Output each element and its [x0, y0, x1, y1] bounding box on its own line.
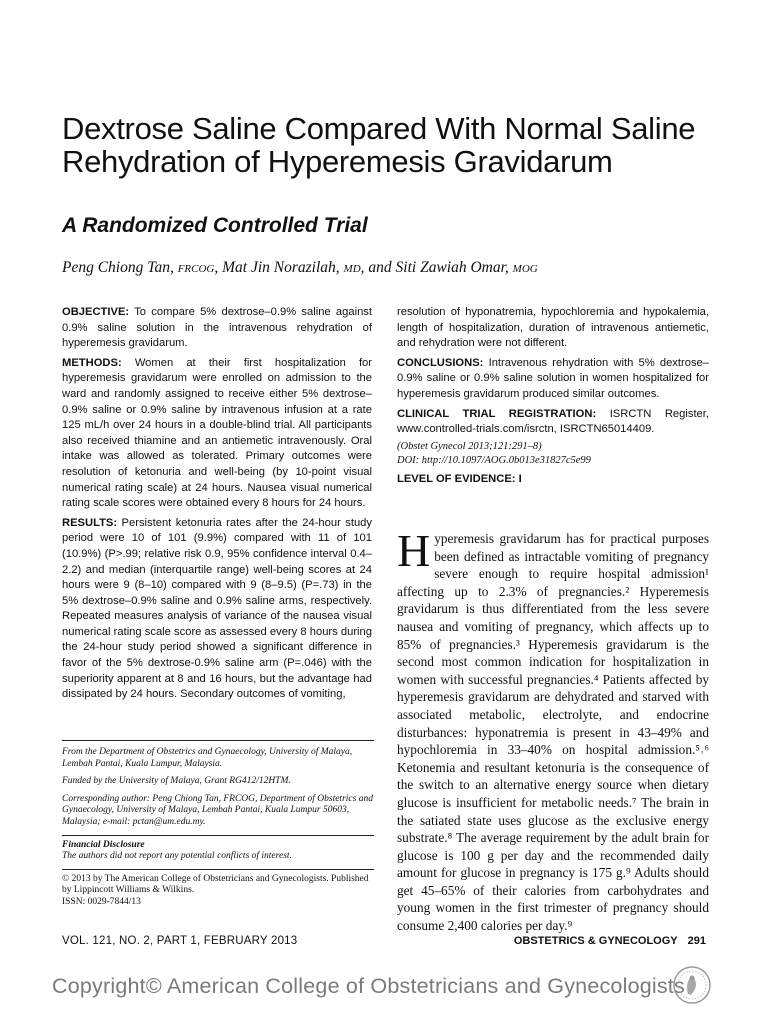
- level-of-evidence: LEVEL OF EVIDENCE: I: [397, 472, 522, 485]
- body-text: yperemesis gravidarum has for practical purposes been defined as intractable vomiting of pregnancy severe enough to require hospital admission¹ affecting up to 2.3% of pregnancies.² Hyperemesis gravidarum is thus differentiated from the less severe nausea and vomiting of pregnancy, which affects up to 85% of pregnancies.³ Hyperemesis gravidarum is the second most common indication for hospitalization in women with successful pregnancies.⁴ Patients affected by hyperemesis gravidarum are dehydrated and starved with associated metabolic, electrolyte, and endocrine disturbances: hyponatremia is present in 43–49% and hypochloremia in 33–40% on hospital admission.⁵˒⁶ Ketonemia and resultant ketonuria is the consequence of the switch to an alternative energy source when dietary glucose is insufficient for metabolic needs.⁷ The brain in the satiated state uses glucose as the exclusive energy substrate.⁸ The average requirement by the adult brain for glucose is 100 g per day and the recommended daily amount for glucose in pregnancy is 175 g.⁹ Adults should get 45–65% of their calories from carbohydrates and young women in the first trimester of pregnancy should consume 2,400 calories per day.⁹: [397, 531, 709, 934]
- article-subtitle: A Randomized Controlled Trial: [62, 214, 368, 237]
- abstract-right-column: [397, 305, 709, 487]
- article-title: Dextrose Saline Compared With Normal Saline Rehydration of Hyperemesis Gravidarum: [62, 111, 696, 179]
- author-3: , and Siti Zawiah Omar,: [360, 259, 513, 276]
- abstract-conclusions: [397, 356, 709, 403]
- doi: DOI: http://10.1097/AOG.0b013e31827c5e99: [397, 454, 591, 466]
- conclusions-text: Intravenous rehydration with 5% dextrose–0.9% saline or 0.9% saline solution in women hospitalized for hyperemesis gravidarum produced similar outcomes.: [397, 356, 709, 400]
- methods-label: METHODS:: [62, 356, 122, 369]
- volume-info: VOL. 121, NO. 2, PART 1, FEBRUARY 2013: [62, 935, 298, 947]
- footnote-copyright: © 2013 by The American College of Obstetricians and Gynecologists. Published by Lippincott Williams & Wilkins.: [62, 869, 374, 897]
- objective-label: OBJECTIVE:: [62, 306, 130, 318]
- registration-label: CLINICAL TRIAL REGISTRATION:: [397, 407, 597, 420]
- registration-text: ISRCTN Register, www.controlled-trials.com/isrctn, ISRCTN65014409.: [397, 407, 709, 436]
- abstract-results-continued: resolution of hyponatremia, hypochloremia and hypokalemia, length of hospitalization, duration of intravenous antiemetic, and rehydration were not different.: [397, 306, 709, 350]
- journal-name: OBSTETRICS & GYNECOLOGY: [513, 935, 678, 947]
- journal-footer: [514, 935, 706, 947]
- financial-disclosure-text: The authors did not report any potential conflicts of interest.: [62, 851, 292, 862]
- abstract-methods: [62, 356, 372, 512]
- citation: (Obstet Gynecol 2013;121:291–8): [397, 440, 542, 452]
- page-number: 291: [687, 935, 706, 947]
- financial-disclosure-heading: Financial Disclosure: [62, 835, 374, 852]
- objective-text: To compare 5% dextrose–0.9% saline against 0.9% saline solution in the intravenous rehydration of hyperemesis gravidarum.: [62, 306, 372, 350]
- copyright-watermark: Copyright© American College of Obstetricians and Gynecologists: [52, 974, 685, 998]
- results-text: Persistent ketonuria rates after the 24-hour study period were 10 of 101 (9.9%) compared with 11 of 101 (10.9%) (P>.99; relative risk 0.9, 95% confidence interval 0.4–2.2) and median (interquartile range) well-being scores at 24 hours were 9 (8–10) compared with 9 (8–9.5) (P=.73) in the 5% dextrose–0.9% saline and 0.9% saline arms, respectively. Repeated measures analysis of variance of the nausea visual numerical rating scale score as assessed every 8 hours during the 24-hour study period showed a significant difference in favor of the 5% dextrose-0.9% saline arm (P=.046) with the superiority apparent at 8 and 16 hours, but the advantage had dissipated by 24 hours. Secondary outcomes of vomiting,: [62, 516, 372, 701]
- author-1: Peng Chiong Tan,: [62, 259, 178, 276]
- results-label: RESULTS:: [62, 516, 118, 529]
- footnote-issn: ISSN: 0029-7844/13: [62, 896, 141, 907]
- abstract-objective: [62, 305, 372, 352]
- author-3-degree: MOG: [512, 263, 538, 275]
- acog-seal-icon: [672, 965, 712, 1005]
- author-1-degree: FRCOG: [177, 263, 215, 275]
- footnote-funding: Funded by the University of Malaya, Grant RG412/12HTM.: [62, 776, 291, 787]
- footnotes: [62, 740, 374, 915]
- author-2: , Mat Jin Norazilah,: [214, 259, 344, 276]
- author-line: [62, 259, 538, 277]
- methods-text: Women at their first hospitalization for hyperemesis gravidarum were enrolled on admission to the ward and randomly assigned to receive either 5% dextrose–0.9% saline or 0.9% saline by intravenous infusion at a rate 125 mL/h over 24 hours in a double-blind trial. All participants also received thiamine and an antiemetic intravenously. Oral intake was allowed as tolerated. Primary outcomes were resolution of ketonuria and well-being (by 10-point visual numerical rating scale) at 24 hours. Nausea visual numerical rating scale scores were obtained every 8 hours for 24 hours.: [62, 356, 372, 510]
- conclusions-label: CONCLUSIONS:: [397, 356, 484, 369]
- footnote-department: From the Department of Obstetrics and Gynaecology, University of Malaya, Lembah Pantai, Kuala Lumpur, Malaysia.: [62, 747, 353, 769]
- footnote-corresponding: Corresponding author: Peng Chiong Tan, FRCOG, Department of Obstetrics and Gynaecology, University of Malaya, Lembah Pantai, Kuala Lumpur 50603, Malaysia; e-mail: pctan@um.edu.my.: [62, 793, 373, 827]
- abstract-left-column: [62, 305, 372, 707]
- abstract-registration: [397, 407, 709, 438]
- body-paragraph: [397, 525, 709, 935]
- drop-cap: H: [397, 525, 431, 576]
- abstract-results: [62, 516, 372, 703]
- author-2-degree: MD: [343, 263, 361, 275]
